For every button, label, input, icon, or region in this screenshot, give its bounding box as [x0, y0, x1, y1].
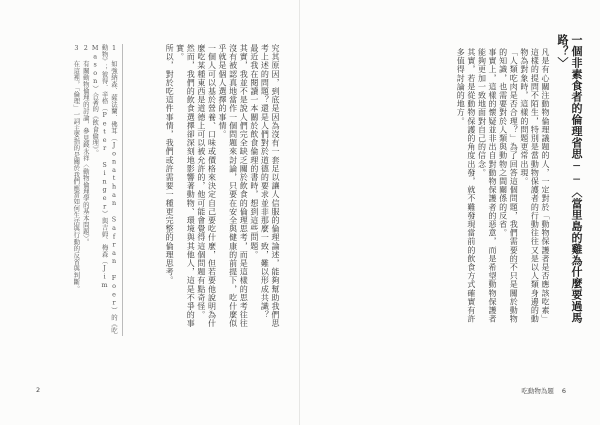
paragraph: 所以，對於吃這件事情，我們或許需要一種更完整的倫理思考。 [165, 44, 175, 285]
page-number-right: 6 [561, 387, 566, 395]
paragraph: 最近我在閱讀一本關於飲食倫理的書時，想到這些問題。 [249, 44, 259, 259]
paragraph: 其實，若是從動物保護的角度出發，就不難發現當前的飲食方式確實有許多值得討論的地方。 [456, 48, 476, 324]
left-page [0, 0, 299, 425]
paragraph: 「人類吃肉是否合理？」為了回答這個問題，我們需要的不只是關於動物的知識，也需要對於人類與動物之間關係的反省。 [498, 48, 519, 324]
right-body-text [322, 48, 550, 328]
page-number-left: 2 [36, 386, 41, 394]
running-title: 吃動物為題 [521, 387, 554, 395]
paragraph: 其實，我並不是說人們完全缺乏關於飲食的倫理思考，而是這樣的思考往往沒有被認真地當作一個問題來討論，只要在安全與健康的前提下，吃什麼似乎就是個人選擇的事情。 [218, 44, 249, 328]
footnote: 2 有關動物倫理的討論，參見錢永祥〈動物倫理學的基本問題〉。 [81, 44, 90, 245]
paragraph: 然而，我們的飲食選擇卻深刻地影響著動物、環境與其他人，這是不爭的事實。 [175, 44, 196, 328]
footnotes [38, 44, 118, 336]
paragraph: 究其原因，到底是因為沒有一套足以讓人信服的倫理論述，能夠幫助我們思考上述的問題？還是人們對於道德的要求並非那麼一致，難以形成共識？ [260, 44, 280, 328]
footnote-divider [122, 44, 123, 336]
running-footer [521, 386, 566, 395]
right-page [300, 0, 600, 425]
footnote: 1 如強納森．薩法蘭．佛耳（Jonathan Safran Foer）的《吃動物》；彼得．辛格（Peter Singer）與吉姆．梅森（Jim Mason）合著的《飲食倫理》。 [91, 44, 118, 334]
paragraph: 凡是有心關注動物倫理議題的人，一定對於「動物保護者是否應該吃素」這樣的提問不陌生，特別是當動物保護者的行動往往又是以人類身邊的動物為對象時，這樣的問題更常出現。 [519, 48, 550, 324]
paragraph: 事實上，這樣的懷疑並非出自對動物保護者的惡意，而是希望動物保護者能夠更加一致地面對自己的信念。 [477, 48, 498, 324]
paragraph: 一個人可以基於營養、口味或價格來決定自己要吃什麼，但若要他說明為什麼吃某種東西是道德上可以被允許的，他可能會覺得這個問題有點奇怪。 [196, 44, 217, 328]
chapter-heading: 一個非素食者的倫理省思──〈當里島的雞為什麼要過馬路？〉 [556, 34, 583, 323]
footnote: 3 在這裡，「倫理」一詞主要指的是關於我們應當如何生活與行動的反省與判斷。 [72, 44, 81, 292]
